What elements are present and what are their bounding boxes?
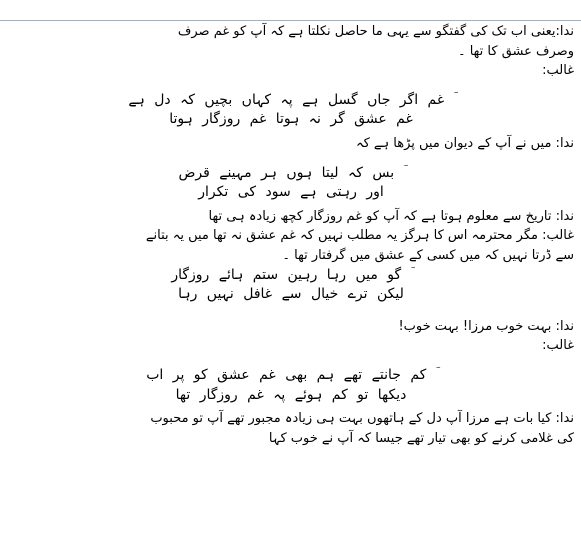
verse-line: لیکن ترے خیال سے غافل نہیں رہا [178, 286, 404, 303]
prose-line: ندا: کیا بات ہے مرزا آپ دل کے ہاتھوں بہت ہی زیادہ مجبور تھے آپ تو محبوب [150, 411, 574, 427]
verse-line: ؔ بس کہ لیتا ہوں ہر مہینے قرض [178, 164, 404, 181]
top-divider [0, 20, 581, 21]
prose-line: وصرف عشق کا تھا ۔ [457, 43, 574, 59]
prose-line: ندا:یعنی اب تک کی گفتگو سے یہی ما حاصل نکلتا ہے کہ آپ کو غم صرف [177, 24, 574, 39]
prose-line: سے ڈرتا نہیں کہ میں کسی کے عشق میں گرفتار تھا ۔ [282, 247, 574, 263]
verse-line: ؔ غم اگر جاں گسل ہے پہ کہاں بچیں کہ دل ہے [128, 91, 454, 108]
prose-line: غالب: مگر محترمہ اس کا ہرگز یہ مطلب نہیں کہ غم عشق نہ تھا میں یہ بتانے [145, 228, 574, 244]
verse-line: ؔ کم جانتے تھے ہم بھی غم عشق کو پر اب [146, 366, 436, 383]
document-body [8, 22, 574, 448]
verse-line: ؔ گو میں رہا رہین ستم ہائے روزگار [171, 266, 411, 283]
verse-line: غم عشق گر نہ ہوتا غم روزگار ہوتا [169, 111, 413, 128]
prose-line: ندا: میں نے آپ کے دیوان میں پڑھا ہے کہ [355, 135, 574, 151]
prose-line: ندا: تاریخ سے معلوم ہوتا ہے کہ آپ کو غم روزگار کچھ زیادہ ہی تھا [208, 208, 574, 224]
verse-line: اور رہتی ہے سود کی تکرار [198, 184, 384, 201]
prose-line: ندا: بہت خوب مرزا! بہت خوب! [398, 318, 574, 334]
verse-line: دیکھا تو کم ہوئے پہ غم روزگار تھا [175, 386, 407, 403]
speaker-label: غالب: [542, 63, 574, 79]
prose-line: کی غلامی کرنے کو بھی تیار تھے جیسا کہ آپ نے خوب کہا [268, 430, 574, 446]
speaker-label: غالب: [542, 338, 574, 354]
